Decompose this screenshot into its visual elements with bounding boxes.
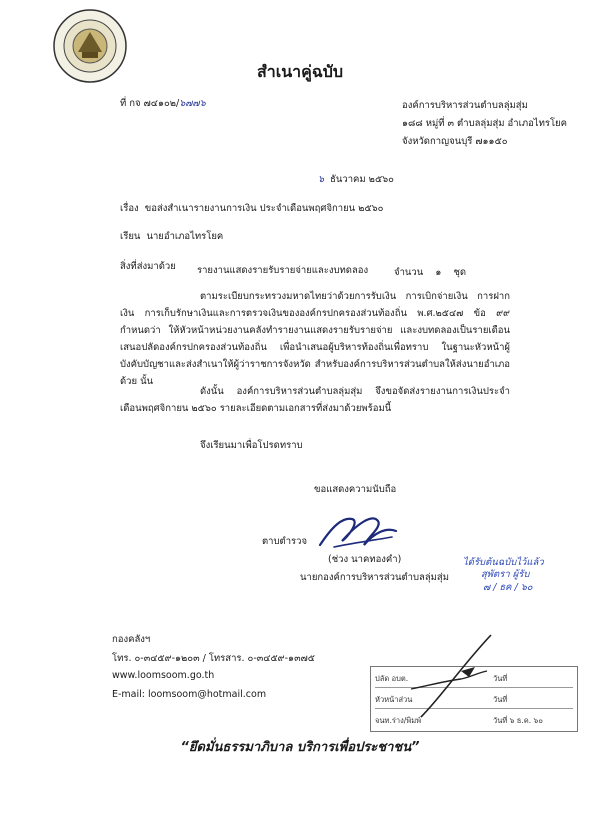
- subject-label: เรื่อง: [120, 203, 139, 214]
- quantity-label: จำนวน: [394, 267, 424, 278]
- addressee-text: นายอำเภอไทรโยค: [146, 231, 224, 242]
- sender-line-2: ๑๘๘ หมู่ที่ ๓ ตำบลลุ่มสุ่ม อำเภอไทรโยค: [402, 118, 567, 129]
- addressee-line: [120, 229, 223, 244]
- document-title: สำเนาคู่ฉบับ: [256, 62, 344, 81]
- routing-row-2-date: วันที่: [493, 695, 508, 704]
- attachment-text: รายงานแสดงรายรับรายจ่ายและงบทดลอง: [197, 265, 369, 276]
- routing-row-3-date: วันที่ ๖ ธ.ค. ๖๐: [493, 716, 543, 725]
- body-paragraph-3: จึงเรียนมาเพื่อโปรดทราบ: [200, 440, 303, 451]
- routing-row-1-date: วันที่: [493, 674, 508, 683]
- attachment-label: สิ่งที่ส่งมาด้วย: [120, 261, 176, 272]
- reference-number: [120, 96, 206, 111]
- handwritten-signature: [312, 507, 402, 557]
- received-stamp-line-1: ได้รับต้นฉบับไว้แล้ว: [463, 557, 544, 568]
- stamp-handwriting-marks: [401, 627, 521, 727]
- quantity-unit: ชุด: [453, 267, 467, 278]
- organization-motto: “ยึดมั่นธรรมาภิบาล บริการเพื่อประชาชน”: [180, 740, 420, 755]
- footer-website[interactable]: www.loomsoom.go.th: [112, 670, 215, 681]
- closing-phrase: ขอแสดงความนับถือ: [314, 484, 397, 495]
- received-stamp-line-2: สุพัตรา ผู้รับ: [481, 569, 530, 581]
- routing-row-3-label: จนท.ร่าง/พิมพ์: [375, 716, 422, 725]
- footer-email[interactable]: E-mail: loomsoom@hotmail.com: [112, 689, 267, 700]
- body-paragraph-2: ดังนั้น องค์การบริหารส่วนตำบลลุ่มสุ่ม จึงขอจัดส่งรายงานการเงินประจำเดือนพฤศจิกายน ๒๕๖๐ รายละเอียดตามเอกสารที่ส่งมาด้วยพร้อมนี้: [120, 386, 510, 414]
- reference-handwritten-number: ๖๗๗๖: [179, 98, 206, 109]
- sender-line-1: องค์การบริหารส่วนตำบลลุ่มสุ่ม: [402, 100, 528, 111]
- routing-stamp: [370, 666, 578, 732]
- received-stamp-line-3: ๗ / ธค / ๖๐: [483, 581, 533, 593]
- checked-by-label: ตาบตำรวจ: [262, 536, 308, 547]
- footer-department: กองคลังฯ: [112, 634, 151, 645]
- date-day-handwritten: ๖: [318, 174, 325, 185]
- subject-text: ขอส่งสำเนารายงานการเงิน ประจำเดือนพฤศจิกายน ๒๕๖๐: [144, 203, 384, 214]
- footer-phone: โทร. ๐-๓๔๕๙-๑๒๐๓ / โทรสาร. ๐-๓๔๕๙-๑๓๗๕: [112, 653, 315, 664]
- date-month-year: ธันวาคม ๒๕๖๐: [330, 174, 394, 185]
- signatory-position: นายกองค์การบริหารส่วนตำบลลุ่มสุ่ม: [300, 572, 449, 583]
- routing-row-1-label: ปลัด อบต.: [375, 674, 409, 683]
- body-paragraph-1: ตามระเบียบกระทรวงมหาดไทยว่าด้วยการรับเงิน การเบิกจ่ายเงิน การฝากเงิน การเก็บรักษาเงินและการตรวจเงินขององค์กรปกครองส่วนท้องถิ่น พ.ศ.๒๕๔๗ ข้อ ๙๙ กำหนดว่า ให้หัวหน้าหน่วยงานคลังทำรายงานแสดงรายรับรายจ่าย และงบทดลองเป็นรายเดือนเสนอปลัดองค์กรปกครองส่วนท้องถิ่น เพื่อนำเสนอผู้บริหารท้องถิ่นเพื่อทราบ ในฐานะหัวหน้าผู้บังคับบัญชาและส่งสำเนาให้ผู้ว่าราชการจังหวัด สำหรับองค์การบริหารส่วนตำบลให้ส่งนายอำเภอด้วย นั้น: [120, 291, 510, 387]
- subject-line: [120, 201, 383, 216]
- quantity-value: ๑: [435, 267, 442, 278]
- signatory-name: (ช่วง นาคทองคำ): [328, 554, 402, 565]
- addressee-label: เรียน: [120, 231, 141, 242]
- document-date: [318, 172, 394, 187]
- routing-row-2-label: หัวหน้าส่วน: [375, 695, 413, 704]
- sender-line-3: จังหวัดกาญจนบุรี ๗๑๑๕๐: [402, 136, 508, 147]
- attachment-quantity: [394, 265, 466, 280]
- reference-prefix: ที่ กจ ๗๔๑๐๒/: [120, 98, 180, 109]
- received-stamp: [463, 557, 544, 594]
